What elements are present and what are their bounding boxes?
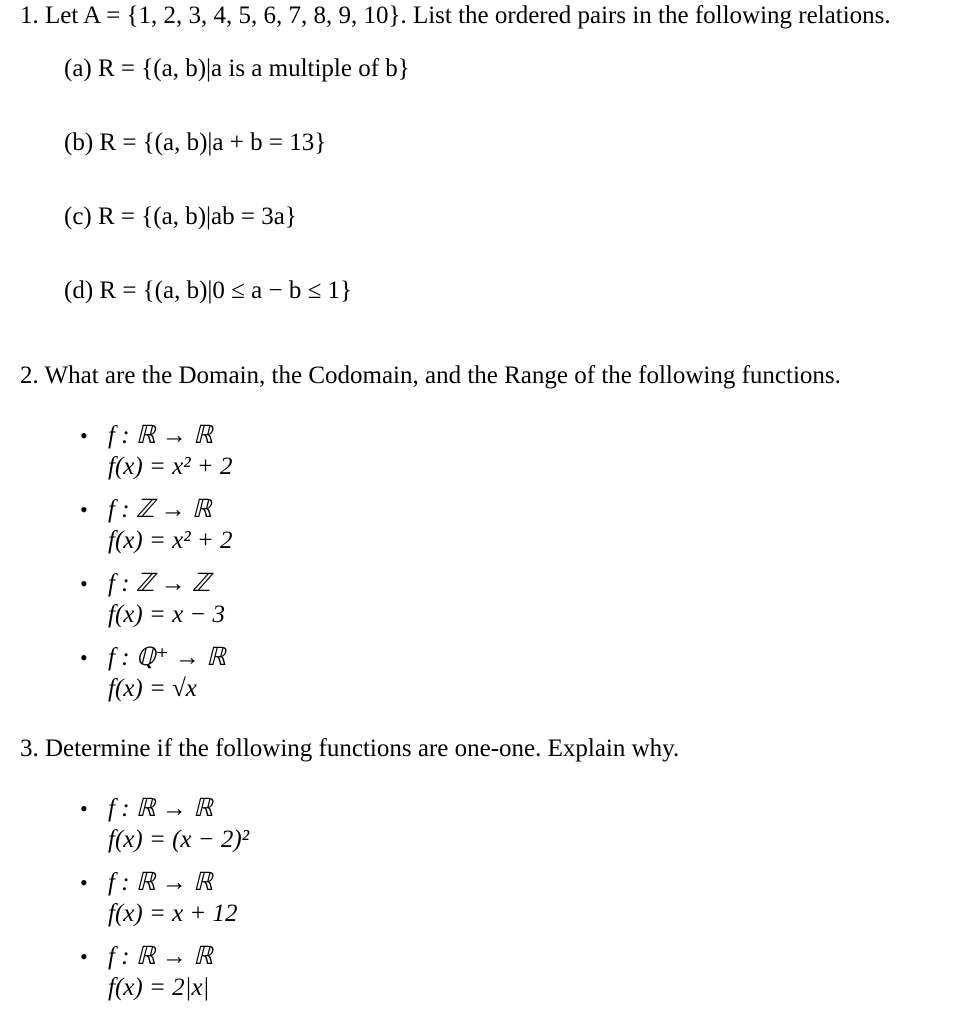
q1-part-d: (d) R = {(a, b)|0 ≤ a − b ≤ 1} xyxy=(64,277,353,304)
q3-item-1-mapping xyxy=(80,794,213,824)
q2-item-4-mapping xyxy=(80,643,226,673)
bullet-icon: • xyxy=(80,571,88,596)
question-1-title: 1. Let A = {1, 2, 3, 4, 5, 6, 7, 8, 9, 10}. List the ordered pairs in the following relations. xyxy=(20,2,891,29)
question-2-title: 2. What are the Domain, the Codomain, and the Range of the following functions. xyxy=(20,362,841,389)
bullet-icon: • xyxy=(80,645,88,670)
q3-item-2-mapping xyxy=(80,868,213,898)
q3-item-3-mapping xyxy=(80,942,213,972)
function-mapping: f : ℝ → ℝ xyxy=(108,869,213,896)
bullet-icon: • xyxy=(80,497,88,522)
q3-item-1-formula: f(x) = (x − 2)² xyxy=(108,826,250,853)
function-mapping: f : ℝ → ℝ xyxy=(108,422,213,449)
function-mapping: f : ℝ → ℝ xyxy=(108,943,213,970)
q2-item-3-mapping xyxy=(80,569,211,599)
function-mapping: f : ℤ → ℤ xyxy=(108,570,211,597)
bullet-icon: • xyxy=(80,796,88,821)
function-mapping: f : ℤ → ℝ xyxy=(108,496,212,523)
function-mapping: f : ℝ → ℝ xyxy=(108,795,213,822)
q2-item-3-formula: f(x) = x − 3 xyxy=(108,601,226,628)
bullet-icon: • xyxy=(80,944,88,969)
function-mapping: f : ℚ⁺ → ℝ xyxy=(108,644,226,671)
q2-item-2-formula: f(x) = x² + 2 xyxy=(108,527,233,554)
q2-item-4-formula: f(x) = √x xyxy=(108,675,197,702)
q2-item-2-mapping xyxy=(80,495,212,525)
q2-item-1-mapping xyxy=(80,421,213,451)
q2-item-1-formula: f(x) = x² + 2 xyxy=(108,453,233,480)
bullet-icon: • xyxy=(80,423,88,448)
q1-part-a: (a) R = {(a, b)|a is a multiple of b} xyxy=(64,55,410,82)
q3-item-3-formula: f(x) = 2|x| xyxy=(108,974,210,1001)
q3-item-2-formula: f(x) = x + 12 xyxy=(108,900,238,927)
q1-part-b: (b) R = {(a, b)|a + b = 13} xyxy=(64,129,327,156)
bullet-icon: • xyxy=(80,870,88,895)
q1-part-c: (c) R = {(a, b)|ab = 3a} xyxy=(64,203,297,230)
question-3-title: 3. Determine if the following functions are one-one. Explain why. xyxy=(20,735,680,762)
